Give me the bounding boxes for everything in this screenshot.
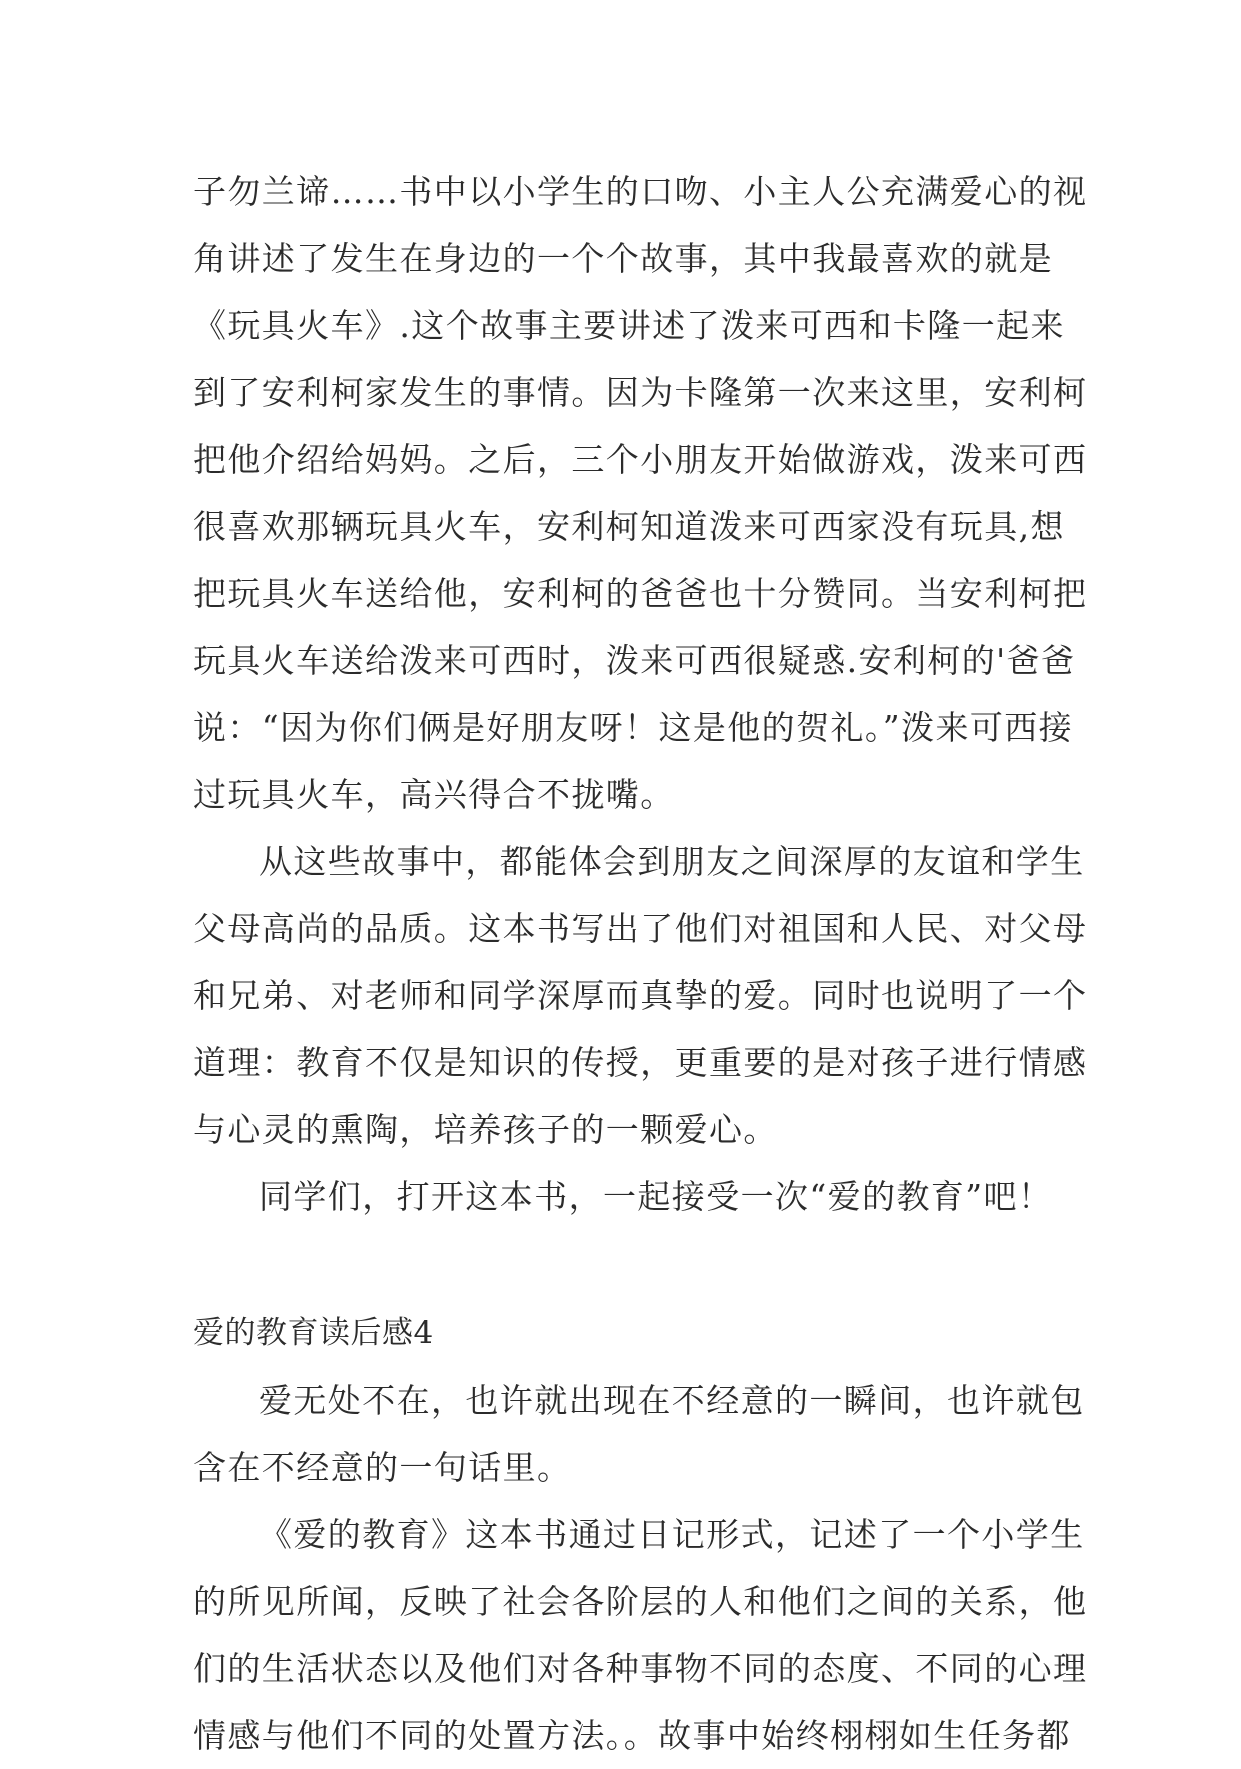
text-line: 玩具火车送给泼来可西时，泼来可西很疑惑.安利柯的'爸爸 [193, 641, 1076, 680]
text-line: 说：“因为你们俩是好朋友呀！这是他的贺礼。”泼来可西接 [193, 708, 1074, 747]
text-line: 过玩具火车，高兴得合不拢嘴。 [193, 775, 675, 814]
text-line: 同学们，打开这本书，一起接受一次“爱的教育”吧！ [259, 1177, 1053, 1216]
text-line: 情感与他们不同的处置方法。。故事中始终栩栩如生任务都 [193, 1716, 1071, 1755]
paragraph [193, 1163, 1051, 1230]
text-line: 很喜欢那辆玩具火车，安利柯知道泼来可西家没有玩具,想 [193, 507, 1065, 546]
text-line: 《玩具火车》.这个故事主要讲述了泼来可西和卡隆一起来 [193, 306, 1065, 345]
text-line: 角讲述了发生在身边的一个个故事，其中我最喜欢的就是 [193, 239, 1053, 278]
paragraph [193, 1501, 1088, 1769]
text-line: 子勿兰谛……书中以小学生的口吻、小主人公充满爱心的视 [193, 172, 1088, 211]
paragraph [193, 158, 1088, 828]
text-line: 父母高尚的品质。这本书写出了他们对祖国和人民、对父母 [193, 909, 1088, 948]
text-line: 含在不经意的一句话里。 [193, 1448, 572, 1487]
section-heading: 爱的教育读后感4 [193, 1315, 434, 1351]
text-line: 的所见所闻，反映了社会各阶层的人和他们之间的关系，他 [193, 1582, 1088, 1621]
text-line: 们的生活状态以及他们对各种事物不同的态度、不同的心理 [193, 1649, 1088, 1688]
text-line: 到了安利柯家发生的事情。因为卡隆第一次来这里，安利柯 [193, 373, 1088, 412]
paragraph [193, 1367, 1085, 1501]
text-line: 《爱的教育》这本书通过日记形式，记述了一个小学生 [259, 1515, 1085, 1554]
text-line: 与心灵的熏陶，培养孩子的一颗爱心。 [193, 1110, 778, 1149]
paragraph [193, 828, 1088, 1163]
text-line: 道理：教育不仅是知识的传授，更重要的是对孩子进行情感 [193, 1043, 1088, 1082]
document-body [193, 158, 1088, 1769]
text-line: 把玩具火车送给他，安利柯的爸爸也十分赞同。当安利柯把 [193, 574, 1088, 613]
section-spacer [193, 1230, 1051, 1300]
text-line: 爱无处不在，也许就出现在不经意的一瞬间，也许就包 [259, 1381, 1085, 1420]
text-line: 把他介绍给妈妈。之后，三个小朋友开始做游戏，泼来可西 [193, 440, 1088, 479]
text-line: 从这些故事中，都能体会到朋友之间深厚的友谊和学生 [259, 842, 1085, 881]
text-line: 和兄弟、对老师和同学深厚而真挚的爱。同时也说明了一个 [193, 976, 1088, 1015]
